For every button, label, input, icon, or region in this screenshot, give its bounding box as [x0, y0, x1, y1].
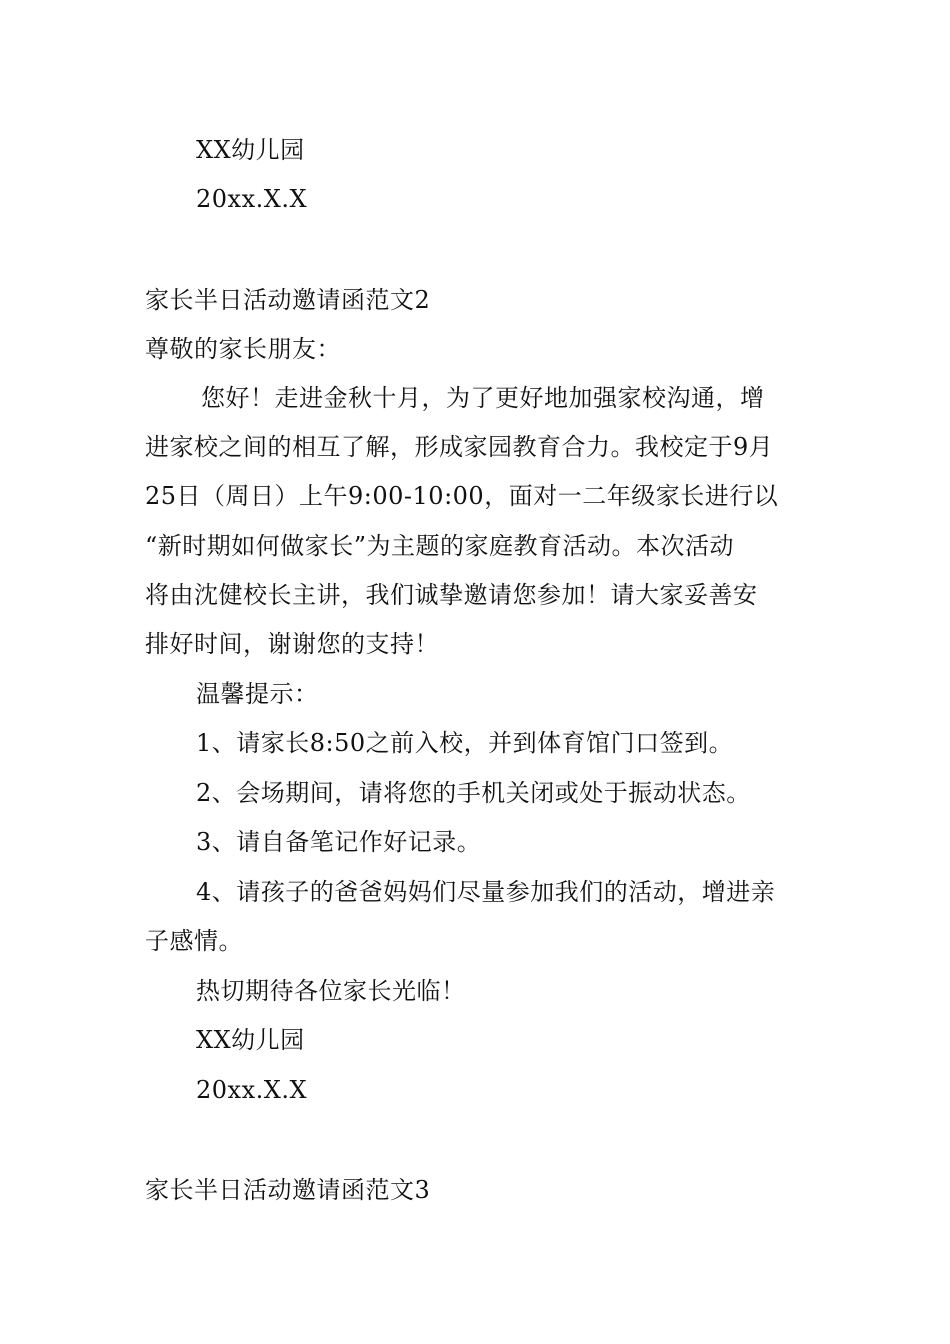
signature-date: 20xx.X.X: [196, 1076, 308, 1104]
signature-org: XX幼儿园: [196, 136, 305, 164]
body-line: 排好时间，谢谢您的支持！: [145, 630, 439, 658]
body-line: 将由沈健校长主讲，我们诚挚邀请您参加！请大家妥善安: [145, 581, 758, 609]
body-line: “新时期如何做家长”为主题的家庭教育活动。本次活动: [145, 532, 735, 560]
salutation: 尊敬的家长朋友：: [145, 335, 341, 363]
closing-line: 热切期待各位家长光临！: [196, 977, 466, 1005]
tip-item: 3、请自备笔记作好记录。: [196, 828, 482, 856]
tip-item: 1、请家长8:50之前入校，并到体育馆门口签到。: [196, 729, 734, 757]
section-title: 家长半日活动邀请函范文2: [145, 286, 431, 314]
body-line: 您好！走进金秋十月，为了更好地加强家校沟通，增: [201, 384, 765, 412]
tip-item: 4、请孩子的爸爸妈妈们尽量参加我们的活动，增进亲: [196, 878, 776, 906]
signature-org: XX幼儿园: [196, 1026, 305, 1054]
section-title: 家长半日活动邀请函范文3: [145, 1176, 431, 1204]
tip-item: 2、会场期间，请将您的手机关闭或处于振动状态。: [196, 779, 751, 807]
tip-item-continued: 子感情。: [145, 927, 243, 955]
tips-heading: 温馨提示：: [196, 680, 319, 708]
signature-date: 20xx.X.X: [196, 185, 308, 213]
body-line: 25日（周日）上午9:00-10:00，面对一二年级家长进行以: [145, 482, 779, 510]
body-line: 进家校之间的相互了解，形成家园教育合力。我校定于9月: [145, 433, 774, 461]
